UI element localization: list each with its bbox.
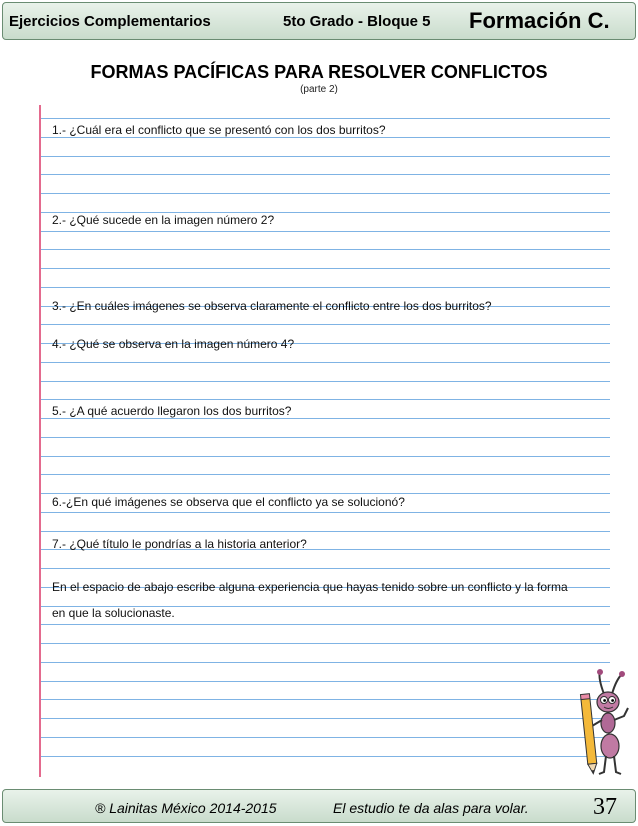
page-subtitle: (parte 2)	[300, 84, 338, 95]
rule-line	[40, 699, 610, 700]
subject-title: Formación C.	[469, 8, 610, 33]
rule-line	[40, 381, 610, 382]
rule-line	[40, 568, 610, 569]
rule-line	[40, 474, 610, 475]
rule-line	[40, 681, 610, 682]
rule-line	[40, 193, 610, 194]
rule-line	[40, 249, 610, 250]
question-6: 6.-¿En qué imágenes se observa que el conflicto ya se solucionó?	[52, 495, 405, 509]
question-2: 2.- ¿Qué sucede en la imagen número 2?	[52, 213, 275, 227]
rule-line	[40, 531, 610, 532]
rule-line	[40, 512, 610, 513]
rule-line	[40, 118, 610, 119]
page-title: FORMAS PACÍFICAS PARA RESOLVER CONFLICTOS	[90, 62, 548, 82]
question-4: 4.- ¿Qué se observa en la imagen número 4?	[52, 337, 295, 351]
instruction-line-1: En el espacio de abajo escribe alguna experiencia que hayas tenido sobre un conflicto y la forma	[52, 580, 568, 594]
question-1: 1.- ¿Cuál era el conflicto que se presentó con los dos burritos?	[52, 123, 386, 137]
rule-line	[40, 493, 610, 494]
footer-banner	[2, 789, 636, 823]
rule-line	[40, 418, 610, 419]
rule-line	[40, 324, 610, 325]
rule-line	[40, 362, 610, 363]
rule-line	[40, 624, 610, 625]
ant-with-pencil-illustration	[570, 668, 634, 778]
rule-line	[40, 287, 610, 288]
page-number: 37	[593, 794, 617, 820]
rule-line	[40, 156, 610, 157]
rule-line	[40, 737, 610, 738]
question-3: 3.- ¿En cuáles imágenes se observa claramente el conflicto entre los dos burritos?	[52, 299, 492, 313]
rule-line	[40, 399, 610, 400]
copyright-text: ® Lainitas México 2014-2015	[95, 800, 277, 816]
question-5: 5.- ¿A qué acuerdo llegaron los dos burritos?	[52, 404, 292, 418]
rule-line	[40, 456, 610, 457]
rule-line	[40, 231, 610, 232]
rule-line	[40, 756, 610, 757]
rule-line	[40, 437, 610, 438]
rule-line	[40, 174, 610, 175]
rule-line	[40, 268, 610, 269]
instruction-line-2: en que la solucionaste.	[52, 606, 175, 620]
grade-block: 5to Grado - Bloque 5	[283, 13, 431, 30]
rule-line	[40, 718, 610, 719]
rule-line	[40, 137, 610, 138]
motto-text: El estudio te da alas para volar.	[333, 800, 529, 816]
question-7: 7.- ¿Qué título le pondrías a la historia anterior?	[52, 537, 307, 551]
rule-line	[40, 643, 610, 644]
margin-line	[39, 105, 41, 777]
workbook-title: Ejercicios Complementarios	[9, 13, 211, 30]
header-banner	[2, 2, 636, 40]
rule-line	[40, 662, 610, 663]
